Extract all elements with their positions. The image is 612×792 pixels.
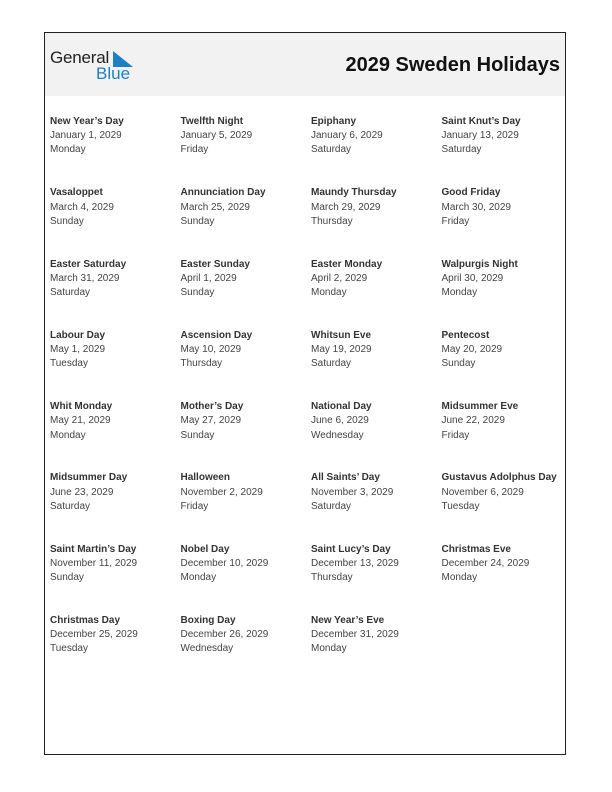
holiday-date: April 1, 2029 [180,272,237,284]
holiday-entry [311,115,442,186]
holiday-date: May 1, 2029 [50,344,106,356]
holiday-name: Walpurgis Night [441,258,518,270]
holiday-weekday: Sunday [180,287,215,298]
holiday-weekday: Saturday [441,144,482,156]
holiday-date: December 25, 2029 [50,629,138,641]
holiday-entry [442,543,562,614]
holiday-entry [181,258,312,329]
holiday-weekday: Saturday [311,358,352,370]
holiday-entry [181,400,312,471]
holiday-weekday: Monday [50,429,86,441]
holiday-weekday: Monday [441,572,478,584]
holiday-weekday: Sunday [180,429,215,441]
holiday-entry [311,400,442,471]
holiday-entry [181,329,312,400]
holiday-name: Saint Martin’s Day [50,543,137,555]
holiday-date: June 22, 2029 [441,415,505,427]
holiday-name: Boxing Day [180,615,236,627]
holiday-name: Vasaloppet [50,187,103,199]
holiday-weekday: Wednesday [180,643,234,655]
holiday-entry [181,471,312,542]
holiday-weekday: Sunday [50,572,84,584]
holiday-weekday: Thursday [180,358,223,370]
holiday-name: All Saints’ Day [311,472,380,484]
holiday-date: March 29, 2029 [311,201,381,213]
holiday-entry [181,186,312,257]
holiday-date: May 10, 2029 [180,344,242,356]
holiday-entry [50,115,181,186]
holiday-name: Easter Monday [311,258,383,270]
holiday-name: National Day [311,401,372,413]
holiday-name: Christmas Day [50,615,121,627]
holiday-weekday: Saturday [50,287,91,298]
holiday-date: January 13, 2029 [441,130,519,142]
holiday-weekday: Wednesday [311,429,364,441]
holiday-entry [181,543,312,614]
holiday-weekday: Sunday [180,215,215,227]
holiday-date: April 30, 2029 [441,272,504,284]
holiday-name: Saint Knut’s Day [441,116,521,127]
holiday-entry [311,614,442,685]
holiday-date: December 31, 2029 [311,629,399,641]
holiday-date: December 26, 2029 [180,629,269,641]
holiday-name: Twelfth Night [180,116,244,127]
holiday-date: November 6, 2029 [441,486,524,498]
logo-text-blue: Blue [96,64,131,83]
holiday-date: May 19, 2029 [311,344,372,356]
holiday-date: May 27, 2029 [180,415,242,427]
holiday-weekday: Monday [441,287,478,298]
holiday-entry [311,471,442,542]
holiday-weekday: Monday [50,144,86,156]
holiday-weekday: Friday [180,500,209,512]
holiday-date: March 4, 2029 [50,201,114,213]
holiday-weekday: Saturday [311,500,352,512]
holiday-date: June 6, 2029 [311,415,369,427]
holiday-date: June 23, 2029 [50,486,114,498]
holiday-date: March 25, 2029 [180,201,250,213]
holiday-name: Good Friday [441,187,501,199]
holiday-weekday: Saturday [50,500,91,512]
holiday-entry [442,115,562,186]
holiday-entry [181,115,312,186]
holiday-weekday: Tuesday [50,358,88,370]
page-title: 2029 Sweden Holidays [345,54,560,76]
holiday-date: January 1, 2029 [50,130,122,142]
holiday-date: January 6, 2029 [311,130,383,142]
holiday-entry [442,258,562,329]
holiday-entry [442,329,562,400]
holiday-name: Whit Monday [50,401,113,413]
holiday-entry [442,471,562,542]
holiday-name: Labour Day [50,329,106,341]
page-frame [44,32,566,755]
holiday-name: Maundy Thursday [311,187,397,199]
holiday-date: December 10, 2029 [180,557,269,569]
holiday-date: November 11, 2029 [50,557,138,569]
holiday-name: Christmas Eve [441,543,511,555]
holiday-name: Whitsun Eve [311,329,372,341]
holiday-date: March 30, 2029 [441,201,511,213]
holiday-date: November 2, 2029 [180,486,263,498]
holiday-weekday: Thursday [311,572,353,584]
holiday-name: Midsummer Day [50,472,128,484]
holiday-weekday: Saturday [311,144,352,156]
holiday-entry [311,186,442,257]
holiday-date: March 31, 2029 [50,272,120,284]
holiday-name: Easter Saturday [50,258,127,270]
holiday-weekday: Tuesday [50,643,88,655]
holiday-entry [50,329,181,400]
holiday-weekday: Monday [180,572,217,584]
holiday-name: Easter Sunday [180,258,250,270]
holiday-name: Nobel Day [180,543,230,555]
holiday-weekday: Friday [180,144,209,156]
holiday-weekday: Thursday [311,215,353,227]
holiday-date: January 5, 2029 [180,130,253,142]
holiday-grid [50,115,562,685]
holiday-date: May 21, 2029 [50,415,111,427]
holiday-weekday: Monday [311,287,347,298]
holiday-name: Mother’s Day [180,401,244,413]
holiday-name: Saint Lucy’s Day [311,543,391,555]
holiday-name: Epiphany [311,116,357,127]
holiday-entry [442,186,562,257]
holiday-weekday: Sunday [441,358,476,370]
holiday-entry [311,329,442,400]
holiday-entry [50,400,181,471]
holiday-name: Halloween [180,472,230,484]
holiday-date: December 24, 2029 [441,557,530,569]
holiday-date: December 13, 2029 [311,557,399,569]
holiday-date: November 3, 2029 [311,486,394,498]
holiday-weekday: Monday [311,643,347,655]
holiday-date: April 2, 2029 [311,272,368,284]
generalblue-logo [50,48,140,84]
holiday-name: Annunciation Day [180,187,266,199]
holiday-weekday: Tuesday [441,500,480,512]
holiday-entry [50,614,181,685]
holiday-name: Gustavus Adolphus Day [441,472,557,484]
holiday-entry [50,543,181,614]
holiday-entry [181,614,312,685]
logo-text-general: General [50,48,110,67]
holiday-name: New Year’s Day [50,116,124,127]
holiday-date: May 20, 2029 [441,344,503,356]
holiday-name: New Year’s Eve [311,615,385,627]
holiday-weekday: Sunday [50,215,84,227]
holiday-name: Midsummer Eve [441,401,519,413]
header-band [45,33,565,96]
holiday-entry [50,186,181,257]
holiday-name: Pentecost [441,329,490,341]
holiday-name: Ascension Day [180,329,253,341]
holiday-entry [311,258,442,329]
holiday-entry [50,258,181,329]
holiday-weekday: Friday [441,429,470,441]
holiday-weekday: Friday [441,215,470,227]
holiday-entry [311,543,442,614]
holiday-entry [442,400,562,471]
holiday-entry [50,471,181,542]
